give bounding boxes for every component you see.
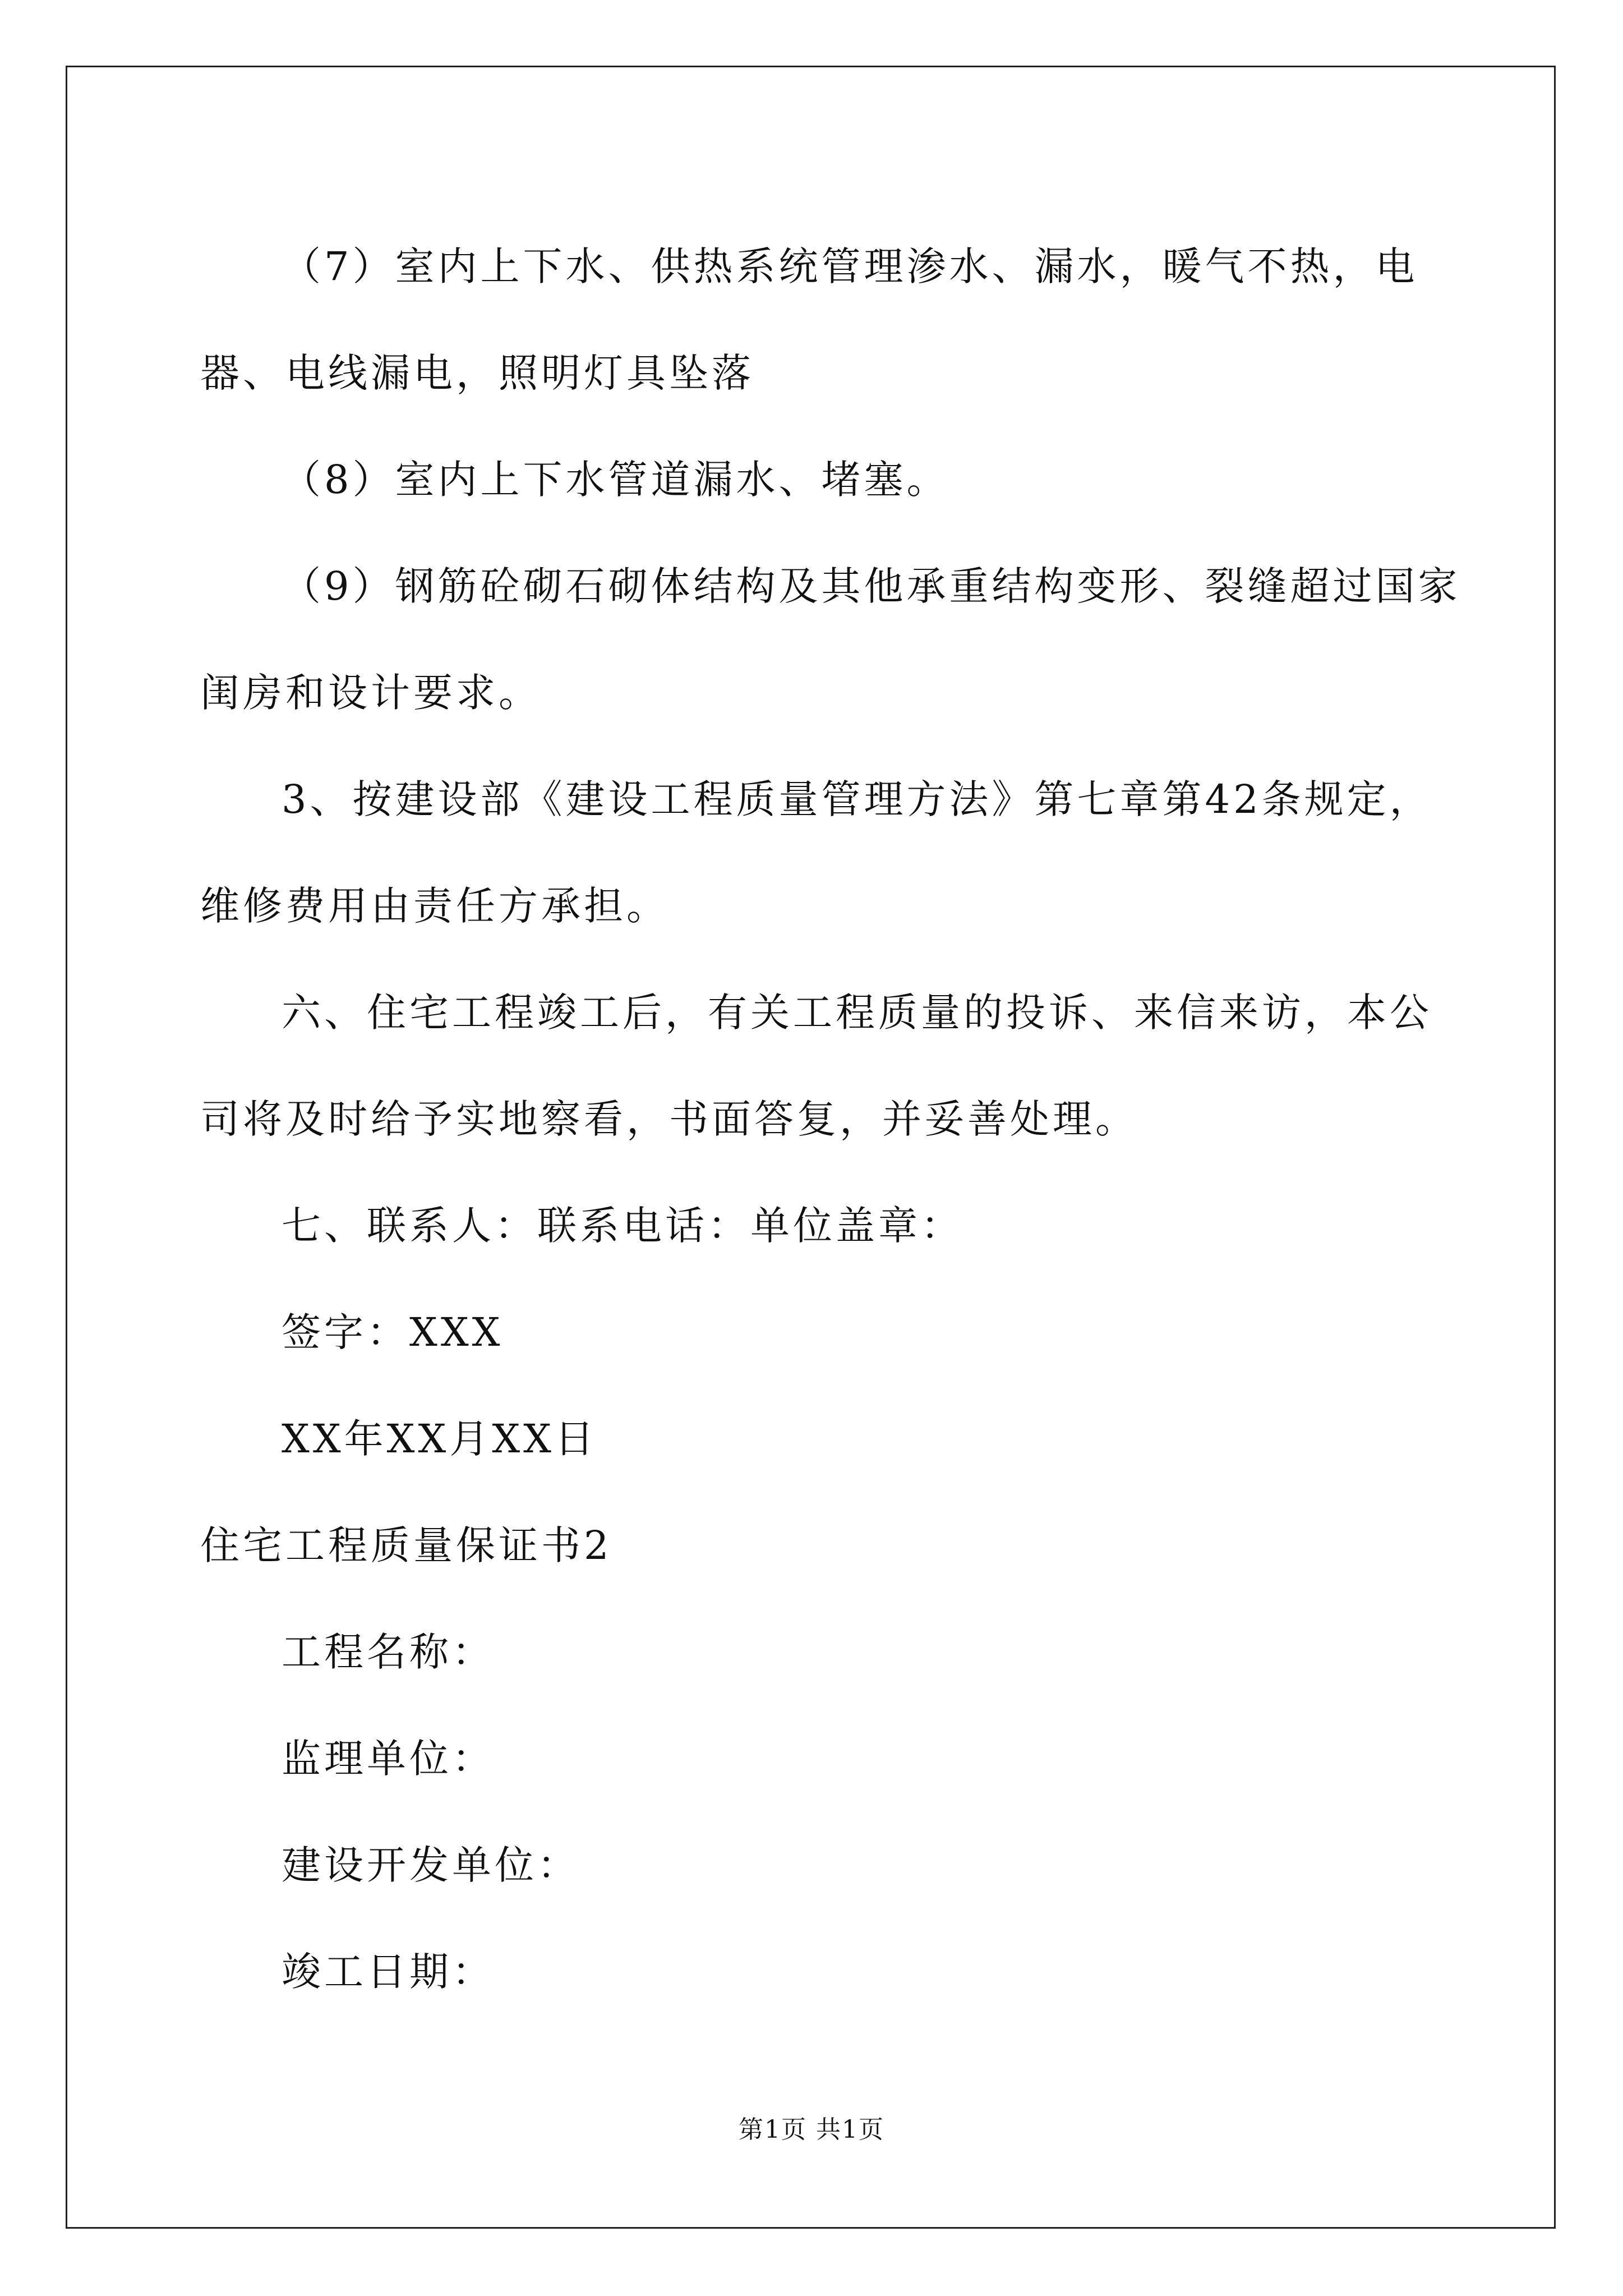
- paragraph-section-7-contact: 七、联系人：联系电话：单位盖章：: [282, 1203, 963, 1249]
- paragraph-item-7: （7）室内上下水、供热系统管理渗水、漏水，暖气不热，电器、电线漏电，照明灯具坠落: [200, 243, 1418, 396]
- field-developer-unit: 建设开发单位：: [282, 1842, 580, 1888]
- field-project-name: 工程名称：: [282, 1629, 495, 1675]
- date-line: XX年XX月XX日: [282, 1416, 598, 1462]
- document-body: [200, 213, 1468, 2025]
- field-completion-date: 竣工日期：: [282, 1949, 495, 1995]
- paragraph-item-8: （8）室内上下水管道漏水、堵塞。: [282, 457, 949, 503]
- field-supervision-unit: 监理单位：: [282, 1736, 495, 1782]
- paragraph-section-6: 六、住宅工程竣工后，有关工程质量的投诉、来信来访，本公司将及时给予实地察看，书面答复，并妥善处理。: [200, 990, 1432, 1142]
- signature-line: 签字：XXX: [282, 1309, 504, 1355]
- paragraph-item-9: （9）钢筋砼砌石砌体结构及其他承重结构变形、裂缝超过国家闺房和设计要求。: [200, 563, 1461, 716]
- paragraph-clause-3: 3、按建设部《建设工程质量管理方法》第七章第42条规定，维修费用由责任方承担。: [200, 776, 1432, 929]
- page-footer: 第1页 共1页: [739, 2115, 884, 2144]
- document-heading: 住宅工程质量保证书2: [200, 1522, 612, 1568]
